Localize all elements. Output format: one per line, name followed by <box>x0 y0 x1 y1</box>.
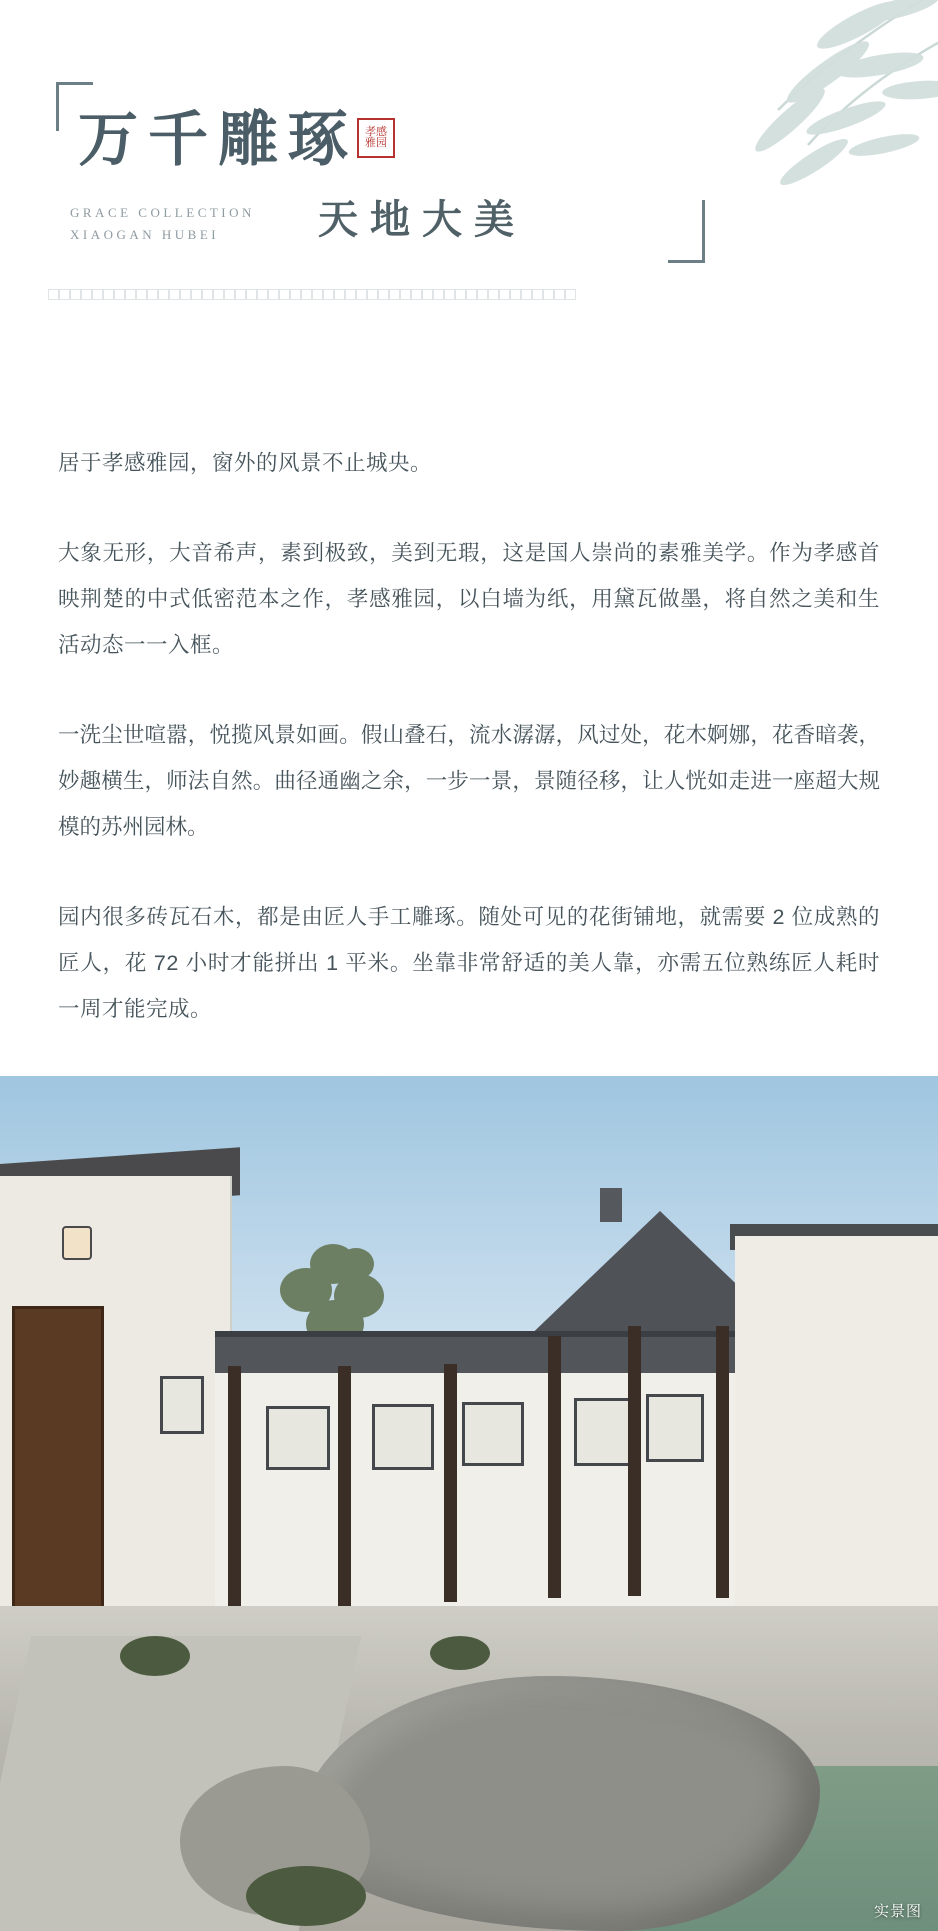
lattice-window <box>372 1404 434 1470</box>
shrub <box>430 1636 490 1670</box>
page-title: 万千雕琢 <box>78 107 358 173</box>
lattice-ornament-band <box>48 286 598 302</box>
english-caption-line1: GRACE COLLECTION <box>70 205 255 220</box>
corridor-pillar <box>716 1326 729 1598</box>
page-subtitle: 天地大美 <box>318 198 526 242</box>
right-wall <box>735 1236 938 1608</box>
lattice-window <box>160 1376 204 1434</box>
corridor-pillar <box>444 1364 457 1602</box>
hero-section <box>0 0 938 380</box>
bamboo-illustration <box>528 0 938 240</box>
wooden-door <box>12 1306 104 1612</box>
paragraph-3: 一洗尘世喧嚣，悦揽风景如画。假山叠石，流水潺潺，风过处，花木婀娜，花香暗袭，妙趣横生，师法自然。曲径通幽之余，一步一景，景随径移，让人恍如走进一座超大规模的苏州园林。 <box>58 723 880 839</box>
shrub <box>120 1636 190 1676</box>
lattice-window <box>462 1402 524 1466</box>
corridor-pillar <box>338 1366 351 1606</box>
paragraph-4: 园内很多砖瓦石木，都是由匠人手工雕琢。随处可见的花街铺地，就需要 2 位成熟的匠人，花 72 小时才能拼出 1 平米。坐靠非常舒适的美人靠，亦需五位熟练匠人耗时一周才能完成。 <box>58 905 880 1021</box>
lattice-window <box>646 1394 704 1462</box>
photo-caption: 实景图 <box>873 1903 922 1920</box>
seal-stamp: 孝感雅园 <box>357 118 395 158</box>
corridor-pillar <box>548 1336 561 1598</box>
lattice-window <box>574 1398 634 1466</box>
courtyard-photo <box>0 1076 938 1931</box>
corridor-pillar <box>228 1366 241 1611</box>
pavilion-finial <box>600 1188 622 1222</box>
english-caption <box>70 202 255 246</box>
corridor-roof <box>215 1331 735 1379</box>
corridor-pillar <box>628 1326 641 1596</box>
lantern <box>62 1226 92 1260</box>
english-caption-line2: XIAOGAN HUBEI <box>70 227 220 242</box>
article-body <box>0 380 938 1032</box>
paragraph-2: 大象无形，大音希声，素到极致，美到无瑕，这是国人崇尚的素雅美学。作为孝感首映荆楚的中式低密范本之作，孝感雅园，以白墙为纸，用黛瓦做墨，将自然之美和生活动态一一入框。 <box>58 541 880 657</box>
lattice-window <box>266 1406 330 1470</box>
corner-bracket-bottom-right <box>668 200 705 263</box>
shrub <box>246 1866 366 1926</box>
paragraph-1: 居于孝感雅园，窗外的风景不止城央。 <box>58 451 433 475</box>
